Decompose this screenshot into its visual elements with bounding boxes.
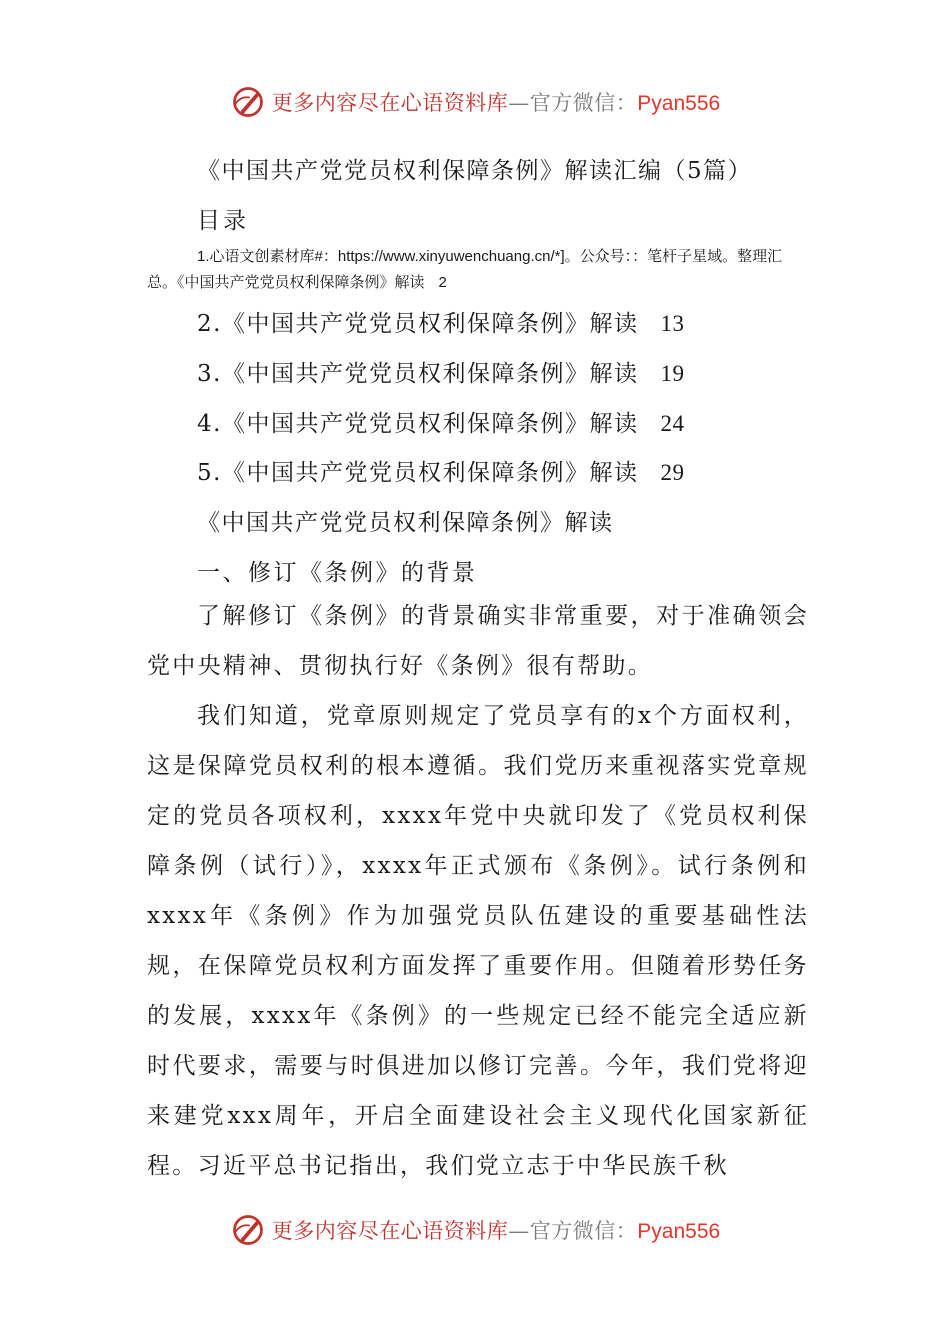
banner-text bbox=[272, 87, 720, 117]
toc-item-1-label: 1.心语文创素材库#：https://www.xinyuwenchuang.cn/*]。公众号：：笔杆子星域。整理汇总。《中国共产党党员权利保障条例》解读 bbox=[147, 248, 783, 291]
banner-dash: — bbox=[508, 1219, 530, 1243]
banner-dash: — bbox=[508, 91, 530, 115]
toc-item-3-page: 19 bbox=[660, 361, 685, 386]
toc-item-2[interactable] bbox=[197, 305, 684, 338]
pen-logo-icon bbox=[230, 84, 266, 120]
banner-text bbox=[272, 1215, 720, 1245]
body-paragraph: 我们知道，党章原则规定了党员享有的x个方面权利，这是保障党员权利的根本遵循。我们党历来重视落实党章规定的党员各项权利，xxxx年党中央就印发了《党员权利保障条例（试行）》，xxxx年正式颁布《条例》。试行条例和xxxx年《条例》作为加强党员队伍建设的重要基础性法规，在保障党员权利方面发挥了重要作用。但随着形势任务的发展，xxxx年《条例》的一些规定已经不能完全适应新时代要求，需要与时俱进加以修订完善。今年，我们党将迎来建党xxx周年，开启全面建设社会主义现代化国家新征程。习近平总书记指出，我们党立志于中华民族千秋 bbox=[147, 703, 809, 1179]
footer-watermark-banner bbox=[0, 1208, 950, 1252]
banner-wechat-label: 官方微信： bbox=[529, 91, 638, 115]
section-heading: 一、修订《条例》的背景 bbox=[197, 560, 478, 586]
banner-wechat-id: Pyan556 bbox=[637, 1220, 721, 1243]
document-title: 《中国共产党党员权利保障条例》解读汇编（5篇） bbox=[197, 158, 753, 184]
toc-item-3-label: 3.《中国共产党党员权利保障条例》解读 bbox=[197, 361, 639, 387]
toc-item-5-page: 29 bbox=[660, 460, 685, 485]
toc-item-3[interactable] bbox=[197, 355, 684, 388]
banner-brand-text: 更多内容尽在心语资料库 bbox=[271, 91, 509, 115]
banner-wechat-id: Pyan556 bbox=[637, 92, 721, 115]
toc-item-1[interactable] bbox=[147, 244, 809, 296]
toc-item-1-page: 2 bbox=[438, 274, 447, 291]
toc-item-4[interactable] bbox=[197, 405, 684, 438]
section-title: 《中国共产党党员权利保障条例》解读 bbox=[197, 510, 614, 536]
toc-item-4-page: 24 bbox=[660, 411, 685, 436]
toc-item-5-label: 5.《中国共产党党员权利保障条例》解读 bbox=[197, 460, 639, 486]
toc-item-4-label: 4.《中国共产党党员权利保障条例》解读 bbox=[197, 411, 639, 437]
header-watermark-banner bbox=[0, 80, 950, 124]
toc-item-5[interactable] bbox=[197, 454, 684, 487]
banner-brand-text: 更多内容尽在心语资料库 bbox=[271, 1219, 509, 1243]
body-paragraph: 了解修订《条例》的背景确实非常重要，对于准确领会党中央精神、贯彻执行好《条例》很有帮助。 bbox=[147, 603, 809, 679]
toc-item-2-label: 2.《中国共产党党员权利保障条例》解读 bbox=[197, 311, 639, 337]
banner-wechat-label: 官方微信： bbox=[529, 1219, 638, 1243]
toc-heading: 目录 bbox=[197, 208, 249, 234]
toc-item-2-page: 13 bbox=[660, 311, 685, 336]
pen-logo-icon bbox=[230, 1212, 266, 1248]
